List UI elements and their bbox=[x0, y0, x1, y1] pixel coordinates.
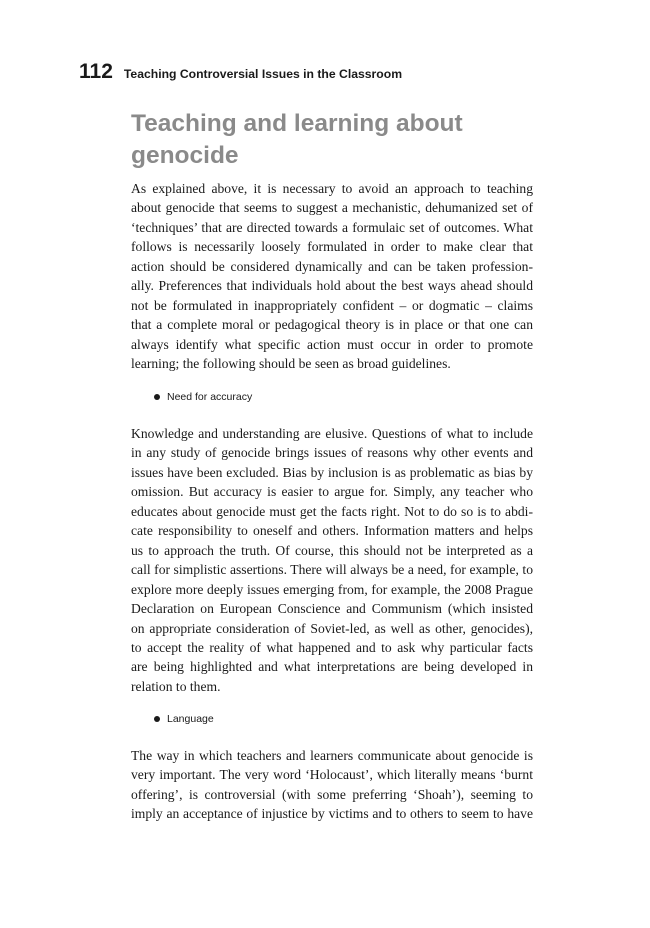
text-line: offering’, is controversial (with some preferring ‘Shoah’), seeming to bbox=[131, 786, 533, 802]
bullet-dot-icon bbox=[154, 394, 160, 400]
running-head bbox=[79, 60, 559, 88]
paragraph-intro bbox=[131, 179, 533, 374]
page-number: 112 bbox=[79, 60, 113, 83]
section-heading-line: Teaching and learning about bbox=[131, 110, 463, 137]
text-line: relation to them. bbox=[131, 678, 221, 694]
text-line: The way in which teachers and learners communicate about genocide is bbox=[131, 748, 533, 763]
text-line: imply an acceptance of injustice by victims and to others to seem to have bbox=[131, 806, 533, 822]
text-line: explore more deeply issues emerging from, for example, the 2008 Prague bbox=[131, 581, 533, 597]
text-line: ‘techniques’ that are directed towards a formulaic set of outcomes. What bbox=[131, 219, 533, 235]
text-line: cate responsibility to oneself and others. Information matters and helps bbox=[131, 523, 533, 539]
text-line: ally. Preferences that individuals hold about the best ways ahead should bbox=[131, 278, 533, 294]
text-line: issues have been excluded. Bias by inclusion is as problematic as bias by bbox=[131, 464, 533, 480]
text-line: educates about genocide must get the facts right. Not to do so is to abdi- bbox=[131, 503, 533, 519]
text-line: us to approach the truth. Of course, this should not be interpreted as a bbox=[131, 542, 533, 558]
text-line: learning; the following should be seen as broad guidelines. bbox=[131, 356, 451, 372]
text-line: omission. But accuracy is easier to argue for. Simply, any teacher who bbox=[131, 484, 533, 500]
running-title: Teaching Controversial Issues in the Classroom bbox=[123, 67, 403, 81]
text-line: in any study of genocide brings issues of reasons why other events and bbox=[131, 445, 533, 461]
text-line: on appropriate consideration of Soviet-led, as well as other, genocides), bbox=[131, 620, 533, 636]
bullet-label: Language bbox=[167, 713, 214, 725]
text-line: call for simplistic assertions. There will always be a need, for example, to bbox=[131, 562, 533, 578]
text-line: always identify what specific action must occur in order to promote bbox=[131, 336, 533, 352]
text-line: Declaration on European Conscience and Communism (which insisted bbox=[131, 601, 533, 617]
text-line: follows is necessarily loosely formulated in order to make clear that bbox=[131, 239, 533, 255]
bullet-dot-icon bbox=[154, 716, 160, 722]
text-line: As explained above, it is necessary to avoid an approach to teaching bbox=[131, 181, 533, 196]
section-heading-line: genocide bbox=[131, 142, 239, 169]
text-line: about genocide that seems to suggest a mechanistic, dehumanized set of bbox=[131, 200, 533, 216]
text-line: very important. The very word ‘Holocaust’, which literally means ‘burnt bbox=[131, 767, 533, 783]
text-line: are being highlighted and what interpretations are being developed in bbox=[131, 659, 533, 675]
bullet-item-language bbox=[154, 711, 214, 727]
text-line: that a complete moral or pedagogical theory is in place or that one can bbox=[131, 317, 533, 333]
text-line: to accept the reality of what happened and to ask why particular facts bbox=[131, 639, 533, 655]
text-line: action should be considered dynamically and can be taken profession- bbox=[131, 258, 533, 274]
bullet-item-accuracy bbox=[154, 389, 252, 405]
bullet-label: Need for accuracy bbox=[167, 391, 253, 403]
text-line: Knowledge and understanding are elusive. Questions of what to include bbox=[131, 426, 533, 441]
text-line: not be formulated in inappropriately confident – or dogmatic – claims bbox=[131, 297, 533, 313]
paragraph-accuracy bbox=[131, 424, 533, 696]
section-heading bbox=[131, 108, 551, 172]
paragraph-language bbox=[131, 746, 533, 824]
